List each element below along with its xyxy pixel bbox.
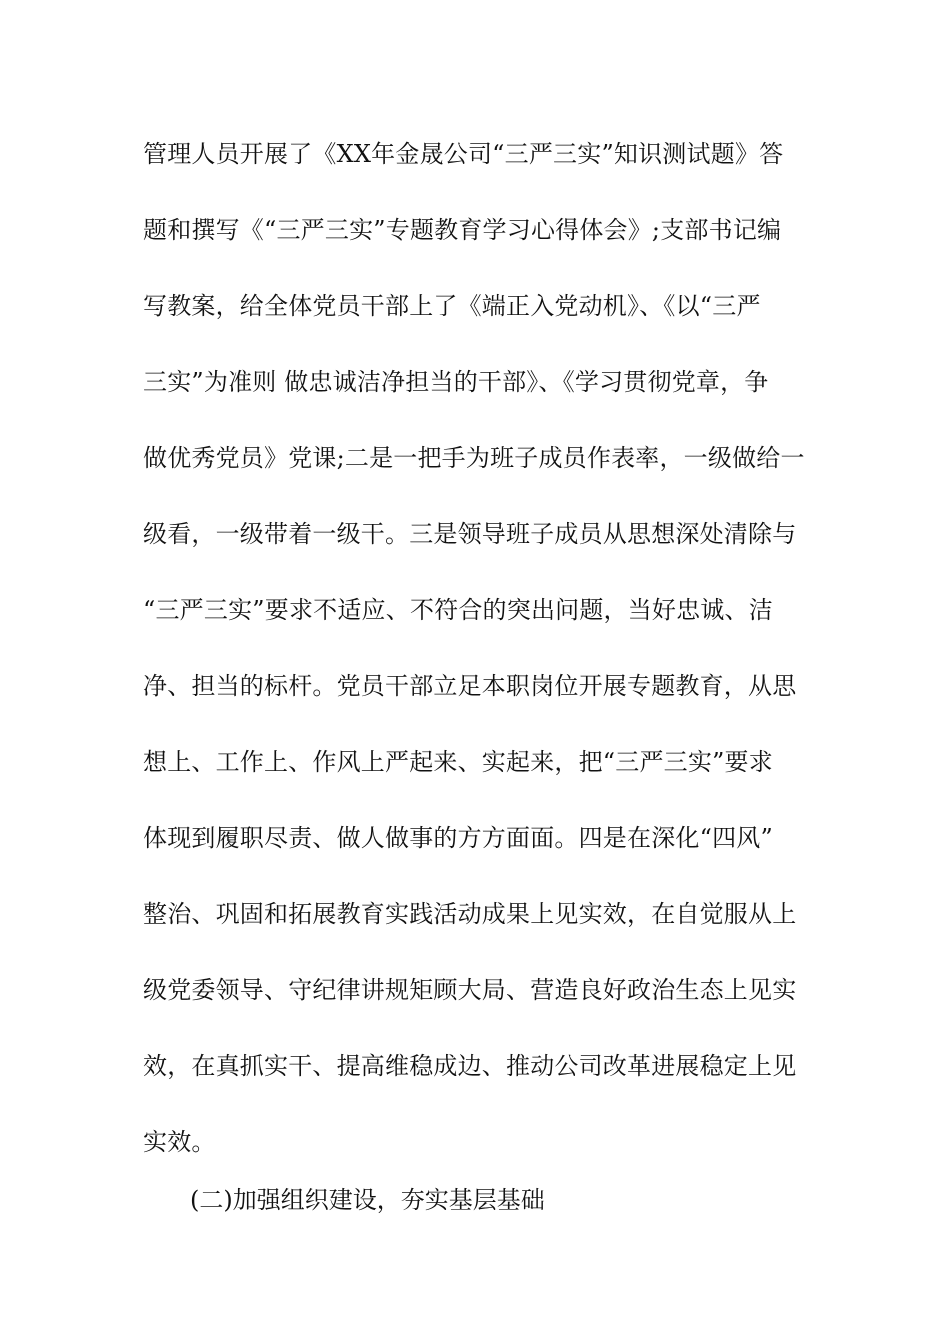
paragraph-line: 三实”为准则 做忠诚洁净担当的干部》、《学习贯彻党章，争 xyxy=(143,368,769,396)
paragraph-line: 做优秀党员》党课;二是一把手为班子成员作表率，一级做给一 xyxy=(143,444,805,472)
paragraph-line: 级党委领导、守纪律讲规矩顾大局、营造良好政治生态上见实 xyxy=(143,976,797,1004)
paragraph-line: 整治、巩固和拓展教育实践活动成果上见实效，在自觉服从上 xyxy=(143,900,797,928)
paragraph-line: 体现到履职尽责、做人做事的方方面面。四是在深化“四风” xyxy=(143,824,773,852)
paragraph-line: 效，在真抓实干、提高维稳成边、推动公司改革进展稳定上见 xyxy=(143,1052,797,1080)
body-paragraph xyxy=(143,128,813,1192)
paragraph-line: 净、担当的标杆。党员干部立足本职岗位开展专题教育，从思 xyxy=(143,672,797,700)
section-heading: (二)加强组织建设，夯实基层基础 xyxy=(190,1186,545,1214)
paragraph-line: 管理人员开展了《XX年金晟公司“三严三实”知识测试题》答 xyxy=(143,140,784,168)
paragraph-line: 想上、工作上、作风上严起来、实起来，把“三严三实”要求 xyxy=(143,748,773,776)
paragraph-line: 写教案，给全体党员干部上了《端正入党动机》、《以“三严 xyxy=(143,292,761,320)
paragraph-line: 实效。 xyxy=(143,1128,216,1156)
paragraph-line: 题和撰写《“三严三实”专题教育学习心得体会》;支部书记编 xyxy=(143,216,782,244)
paragraph-line: 级看，一级带着一级干。三是领导班子成员从思想深处清除与 xyxy=(143,520,797,548)
paragraph-line: “三严三实”要求不适应、不符合的突出问题，当好忠诚、洁 xyxy=(143,596,773,624)
